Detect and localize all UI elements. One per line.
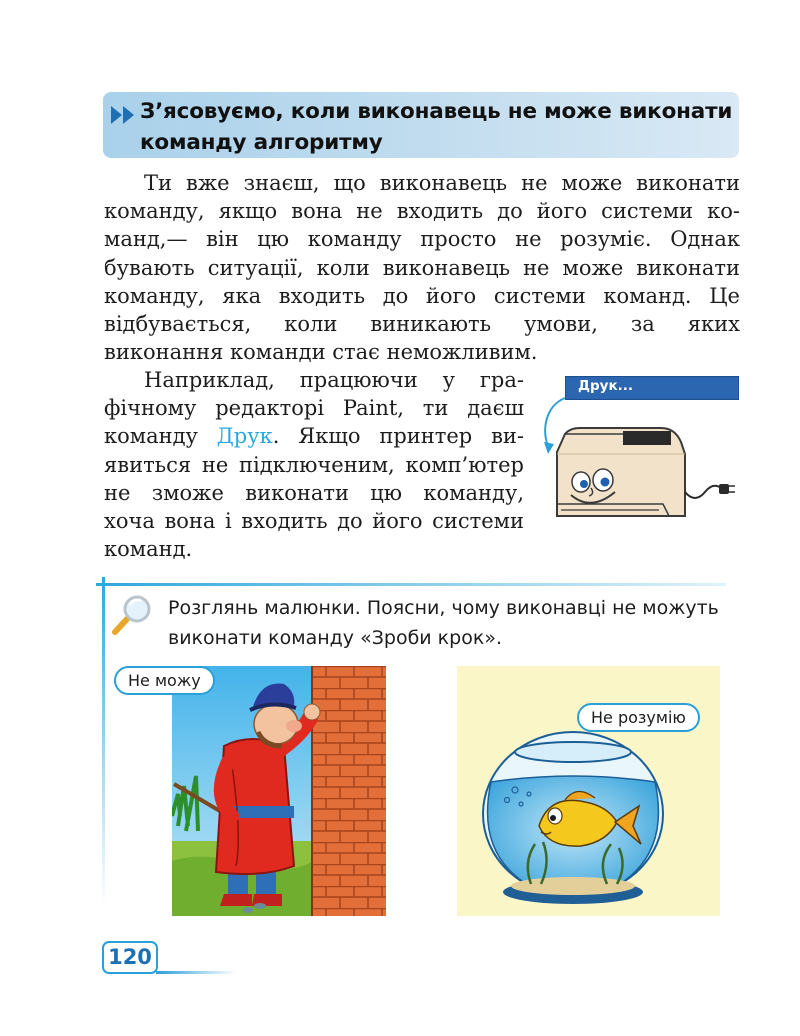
print-command-link[interactable]: Друк (216, 424, 273, 449)
double-arrow-icon (109, 104, 137, 126)
text-fragment: . Якщо принтер ви- (272, 424, 524, 449)
speech-bubble-cossack: Не можу (114, 666, 215, 695)
text-line: Ти вже знаєш, що виконавець не може виконати (144, 171, 740, 195)
page-number-underline (156, 971, 236, 974)
text-line: команд. (104, 537, 193, 562)
task-text (168, 593, 748, 653)
text-line: фічному редакторі Paint, ти даєш (104, 396, 524, 421)
text-line (104, 422, 524, 450)
print-menu-label: Друк... (578, 378, 634, 394)
text-line: відбувається, коли виникають умови, за яких (104, 312, 740, 337)
section-header (103, 92, 739, 158)
task-divider-horizontal (96, 583, 726, 586)
task-line: виконати команду «Зроби крок». (168, 627, 502, 649)
paragraph-example (104, 366, 524, 563)
paragraph-intro (104, 169, 740, 366)
printer-illustration (535, 392, 750, 552)
cossack-illustration (172, 666, 386, 916)
section-title-line: З’ясовуємо, коли виконавець не може виконати (140, 99, 733, 124)
text-line: манд,— він цю команду просто не розуміє. Однак (104, 227, 740, 252)
task-line: Розглянь малюнки. Поясни, чому виконавці не можуть (168, 597, 719, 619)
text-line: явиться не підключеним, комп’ютер (104, 452, 524, 477)
section-title (140, 96, 733, 158)
text-line: хоча вона і входить до його системи (104, 509, 524, 534)
text-line: не зможе виконати цю команду, (104, 480, 524, 505)
text-fragment: команду (104, 424, 217, 449)
text-line: виконання команди стає неможливим. (104, 340, 538, 365)
text-line: Наприклад, працюючи у гра- (144, 368, 524, 392)
page-number-box (102, 941, 158, 974)
text-line: команду, яка входить до його системи команд. Це (104, 283, 740, 308)
magnifier-icon (110, 592, 156, 638)
task-divider-vertical (102, 577, 105, 907)
speech-bubble-fish: Не розумію (577, 703, 700, 732)
text-line: команду, якщо вона не входить до його системи ко- (104, 199, 740, 224)
print-menu-item[interactable] (565, 376, 739, 400)
text-line: бувають ситуації, коли виконавець не може виконати (104, 255, 740, 280)
section-title-line: команду алгоритму (140, 130, 383, 155)
page-number: 120 (108, 945, 152, 969)
